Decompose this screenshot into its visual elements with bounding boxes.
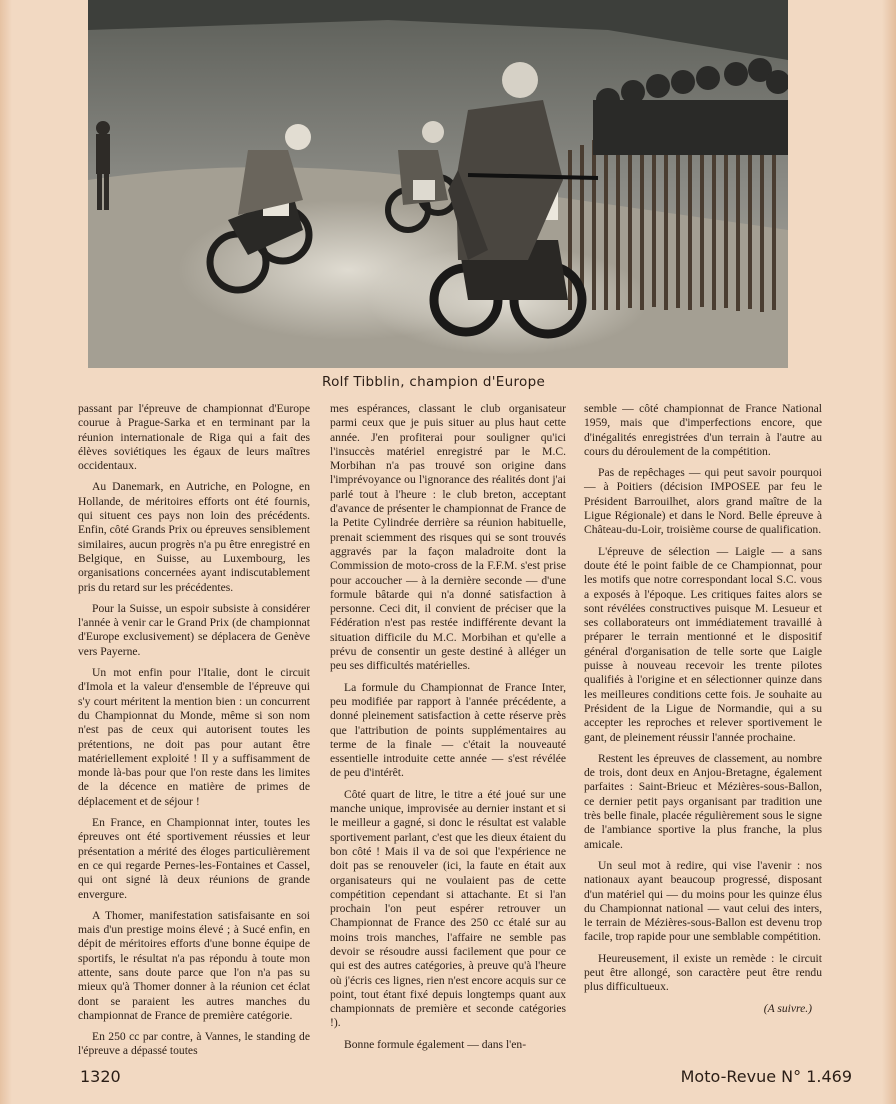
to-be-continued: (A suivre.) bbox=[763, 1001, 812, 1015]
article-column-3 bbox=[584, 402, 822, 1016]
photo-caption: Rolf Tibblin, champion d'Europe bbox=[322, 374, 546, 390]
paragraph: Au Danemark, en Autriche, en Pologne, en Hollande, de méritoires efforts ont été fournis, qui situent ces pays non loin des précédents. Enfin, côté Grands Prix ou épreuves sensiblement similaires, aucun progrès n'a pu être enregistré en Belgique, en Suisse, au Luxembourg, les organisations concernées ayant indiscutablement pris du retard sur les précédentes. bbox=[78, 480, 310, 594]
page-edge-left bbox=[0, 0, 12, 1104]
paragraph: Pas de repêchages — qui peut savoir pourquoi — à Poitiers (décision IMPOSEE par feu le Président Barrouilhet, alors grand maître de la Ligue Régionale) et dans le Nord. Belle épreuve à Château-du-Loir, troisième course de qualification. bbox=[584, 466, 822, 537]
paragraph: mes espérances, classant le club organisateur parmi ceux que je puis situer au plus haut cette année. J'en profiterai pour souligner qu'ici l'insuccès matériel enregistré par le M.C. Morbihan n'a pas trouvé son origine dans l'imprévoyance ou l'ignorance des réalités dont j'ai parlé tout à l'heure : le club breton, acceptant d'avance de présenter le championnat de France de la Petite Cylindrée derrière sa réunion habituelle, prenait sciemment des risques qui se sont trouvés aggravés par la façon maladroite dont la Commission de moto-cross de la F.F.M. s'est prise pour accoucher — à la dernière seconde — d'une formule bâtarde qui n'a donné satisfaction à personne. Ceci dit, il convient de préciser que la Fédération n'est pas restée indifférente devant la situation difficile du M.C. Morbihan et qu'elle a prévu de consentir un geste destiné à alléger un peu ses difficultés matérielles. bbox=[330, 402, 566, 673]
paragraph: En France, en Championnat inter, toutes les épreuves ont été sportivement réussies et leur présentation a mérité des éloges particulièrement en ce qui regarde Pernes-les-Fontaines et Cassel, qui ont signé là deux réunions de grande envergure. bbox=[78, 816, 310, 901]
paragraph: La formule du Championnat de France Inter, peu modifiée par rapport à l'année précédente, a donné pleinement satisfaction à cette réserve près que l'attribution de points supplémentaires au terme de la finale — c'était la nouveauté essentielle introduite cette année — s'est révélée de peu d'intérêt. bbox=[330, 680, 566, 780]
paragraph: Restent les épreuves de classement, au nombre de trois, dont deux en Anjou-Bretagne, également parfaites : Saint-Brieuc et Mézières-sous-Ballon, ce dernier petit pays organisant par tradition une très belle finale, placée régulièrement sous le signe de l'ambiance sportive la plus franche, la plus amicale. bbox=[584, 751, 822, 851]
magazine-issue: Moto-Revue N° 1.469 bbox=[680, 1067, 852, 1086]
paragraph: passant par l'épreuve de championnat d'Europe courue à Prague-Sarka et en terminant par la réunion internationale de Riga qui a fait des élèves soviétiques les égaux de leurs maîtres occidentaux. bbox=[78, 402, 310, 473]
paragraph: Pour la Suisse, un espoir subsiste à considérer l'année à venir car le Grand Prix (de championnat d'Europe exclusivement) se déplacera de Genève vers Payerne. bbox=[78, 601, 310, 658]
article-column-1 bbox=[78, 402, 310, 1066]
paragraph: A Thomer, manifestation satisfaisante en soi mais d'un prestige moins élevé ; à Sucé enfin, en dépit de méritoires efforts d'une bonne équipe de sportifs, le résultat n'a pas répondu à toute mon attente, sans doute parce que l'on n'a pas su mieux qu'à Thomer donner à la réunion cet éclat dont se paraient les autres manches du championnat de France de première catégorie. bbox=[78, 908, 310, 1022]
paragraph: L'épreuve de sélection — Laigle — a sans doute été le point faible de ce Championnat, pour les motifs que notre correspondant local S.C. vous a exposés à l'époque. Les critiques faites alors se sont révélées constructives puisque M. Lesueur et ses collaborateurs ont immédiatement travaillé à préparer le terrain mentionné et le dispositif général d'organisation de telle sorte que Laigle puisse à nouveau recevoir les trente pilotes qualifiés à l'origine et en sélectionner quinze dans les meilleures conditions cette fois. Je souhaite au Président de la Ligue de Normandie, qui a su accepter les reproches et relever sportivement le gant, de pleinement réussir l'année prochaine. bbox=[584, 544, 822, 744]
paragraph: Un seul mot à redire, qui vise l'avenir : nos nationaux ayant beaucoup progressé, disposant d'un matériel qui — du moins pour les quinze élus du Championnat national — vaut celui des inters, le terrain de Mézières-sous-Ballon est devenu trop facile, trop rapide pour une semblable compétition. bbox=[584, 858, 822, 944]
motocross-photo bbox=[88, 0, 788, 368]
paragraph: Un mot enfin pour l'Italie, dont le circuit d'Imola et la valeur d'ensemble de l'épreuve qui s'y court méritent la mention bien : un concurrent du Championnat du Monde, même si son nom n'est pas de ceux qui autorisent toutes les prétentions, ne doit pas pour autant être matériellement exploité ! Il y a suffisamment de monde là-bas pour que l'on reste dans les limites de la décence en matière de primes de déplacement et de séjour ! bbox=[78, 666, 310, 808]
page-number: 1320 bbox=[80, 1067, 121, 1086]
paragraph: Côté quart de litre, le titre a été joué sur une manche unique, improvisée au dernier instant et si le meilleur a gagné, si donc le résultat est valable sportivement parlant, c'est que les dieux étaient du bon côté ! Mais il va de soi que l'expérience ne doit pas se renouveler (ici, la faute en était aux organisateurs qui ne voulaient pas de cette compétition cependant si attachante. Et si l'an prochain l'on peut espérer retrouver un Championnat de France des 250 cc étalé sur au moins trois manches, l'affaire ne semble pas devoir se résoudre aussi facilement que pour ce qui est des autres catégories, à preuve qu'à l'heure où j'écris ces lignes, rien n'est encore acquis sur ce point, tout étant fixé depuis longtemps quant aux championnats de première et seconde catégories !). bbox=[330, 787, 566, 1030]
paragraph: Heureusement, il existe un remède : le circuit peut être allongé, son caractère peut être rendu plus difficultueux. bbox=[584, 951, 822, 994]
paragraph: semble — côté championnat de France National 1959, mais que d'imperfections encore, que d'inégalités enregistrées d'un terrain à l'autre au cours du déroulement de la compétition. bbox=[584, 402, 822, 458]
paragraph: En 250 cc par contre, à Vannes, le standing de l'épreuve a dépassé toutes bbox=[78, 1030, 310, 1058]
article-column-2 bbox=[330, 402, 566, 1059]
paragraph: Bonne formule également — dans l'en- bbox=[344, 1037, 527, 1051]
page-edge-right bbox=[882, 0, 896, 1104]
